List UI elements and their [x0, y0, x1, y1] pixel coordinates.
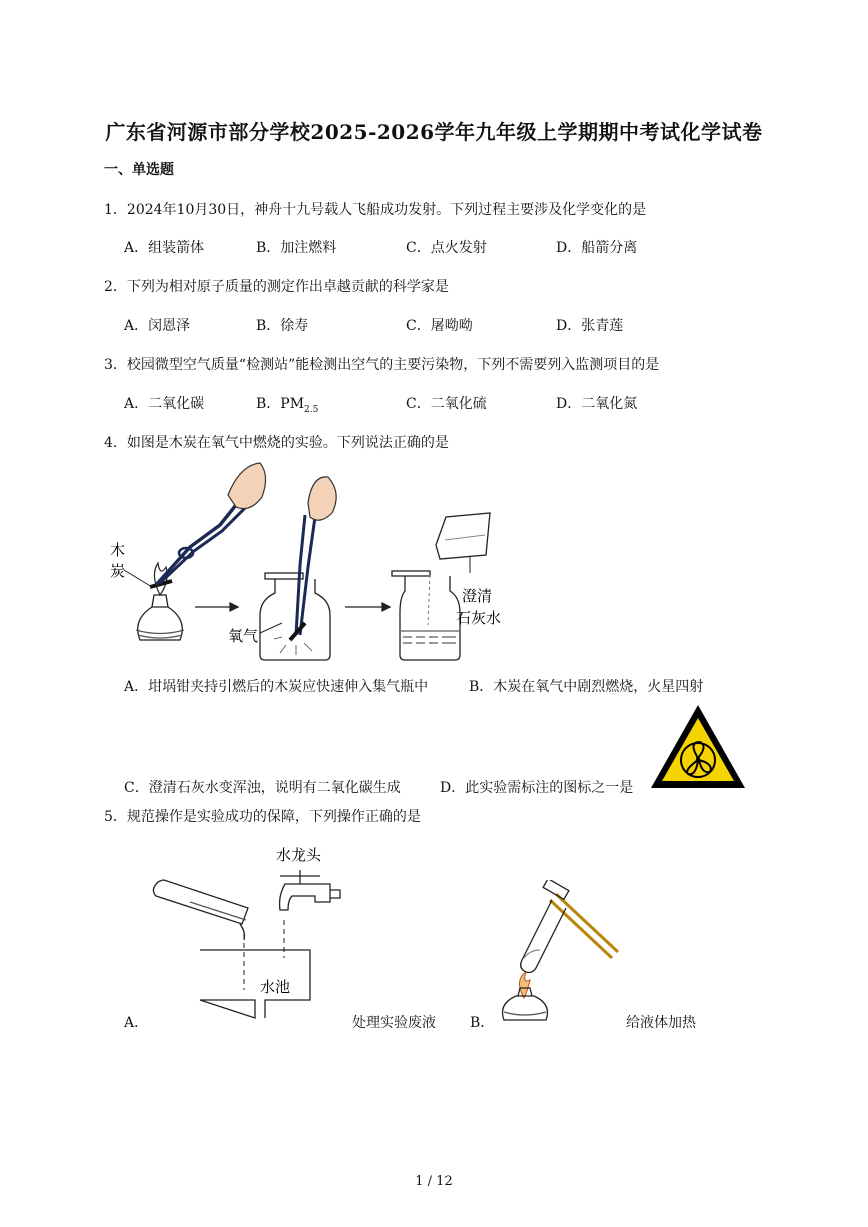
q3-option-d[interactable]: D．二氧化氮	[556, 396, 638, 412]
q4-option-c[interactable]: C．澄清石灰水变浑浊，说明有二氧化碳生成	[124, 780, 401, 796]
q5-caption-b: 给液体加热	[626, 1015, 696, 1031]
gas-jar-2	[260, 573, 330, 660]
label-charcoal-1: 木	[110, 541, 126, 559]
test-tube-a	[153, 880, 248, 940]
q1-option-a[interactable]: A．组装箭体	[124, 240, 205, 256]
label-oxygen: 氧气	[228, 627, 259, 645]
page-title: 广东省河源市部分学校2025-2026学年九年级上学期期中考试化学试卷	[105, 120, 763, 144]
label-sink: 水池	[260, 978, 291, 996]
question-2-stem: 2．下列为相对原子质量的测定作出卓越贡献的科学家是	[104, 279, 449, 295]
q1-option-c[interactable]: C．点火发射	[406, 240, 487, 256]
label-limewater-1: 澄清	[462, 587, 493, 605]
label-tap: 水龙头	[276, 846, 322, 864]
q1-option-d[interactable]: D．船箭分离	[556, 240, 638, 256]
beaker-3	[436, 513, 490, 559]
label-charcoal-2: 炭	[110, 562, 126, 580]
label-limewater-2: 石灰水	[456, 609, 502, 627]
question-1-stem: 1．2024年10月30日，神舟十九号载人飞船成功发射。下列过程主要涉及化学变化的是	[104, 202, 647, 218]
waste-disposal-figure	[150, 840, 350, 1025]
charcoal-combustion-figure	[100, 455, 520, 670]
q5-option-b[interactable]: B．	[470, 1015, 495, 1031]
arrow-2	[345, 603, 390, 611]
arrow-1	[195, 603, 238, 611]
alcohol-lamp-1	[136, 595, 184, 640]
q5-caption-a: 处理实验废液	[352, 1015, 436, 1031]
limewater-level	[401, 631, 459, 643]
tongs-1	[156, 500, 240, 585]
question-4-stem: 4．如图是木炭在氧气中燃烧的实验。下列说法正确的是	[104, 435, 449, 451]
q2-option-b[interactable]: B．徐寿	[256, 318, 309, 334]
ventilation-fan-warning-icon	[648, 702, 748, 792]
q5-option-a[interactable]: A．	[124, 1015, 149, 1031]
q3-option-b[interactable]	[256, 393, 318, 415]
hand-1	[228, 463, 266, 509]
q3-option-b-subscript: 2.5	[304, 404, 319, 415]
q3-option-c[interactable]: C．二氧化硫	[406, 396, 487, 412]
question-3-stem: 3．校园微型空气质量“检测站”能检测出空气的主要污染物，下列不需要列入监测项目的是	[104, 357, 660, 373]
section-heading: 一、单选题	[104, 162, 174, 178]
flame-b	[519, 972, 530, 998]
question-5-stem: 5．规范操作是实验成功的保障，下列操作正确的是	[104, 809, 421, 825]
test-tube-b	[521, 880, 569, 973]
page-number: 1 / 12	[415, 1174, 453, 1189]
q4-option-b[interactable]: B．木炭在氧气中剧烈燃烧，火星四射	[469, 679, 704, 695]
q2-option-a[interactable]: A．闵恩泽	[124, 318, 191, 334]
test-tube-holder	[550, 894, 618, 958]
q4-option-d[interactable]: D．此实验需标注的图标之一是	[440, 780, 634, 796]
q4-option-a[interactable]: A．坩埚钳夹持引燃后的木炭应快速伸入集气瓶中	[124, 679, 429, 695]
hand-2	[308, 477, 336, 520]
q3-option-a[interactable]: A．二氧化碳	[124, 396, 205, 412]
q2-option-c[interactable]: C．屠呦呦	[406, 318, 473, 334]
gas-jar-3	[392, 571, 460, 660]
sink	[200, 950, 310, 1018]
heating-liquid-figure	[494, 880, 624, 1025]
q1-option-b[interactable]: B．加注燃料	[256, 240, 337, 256]
q2-option-d[interactable]: D．张青莲	[556, 318, 624, 334]
water-tap	[280, 870, 340, 910]
q3-option-b-text: B．PM	[256, 396, 305, 412]
